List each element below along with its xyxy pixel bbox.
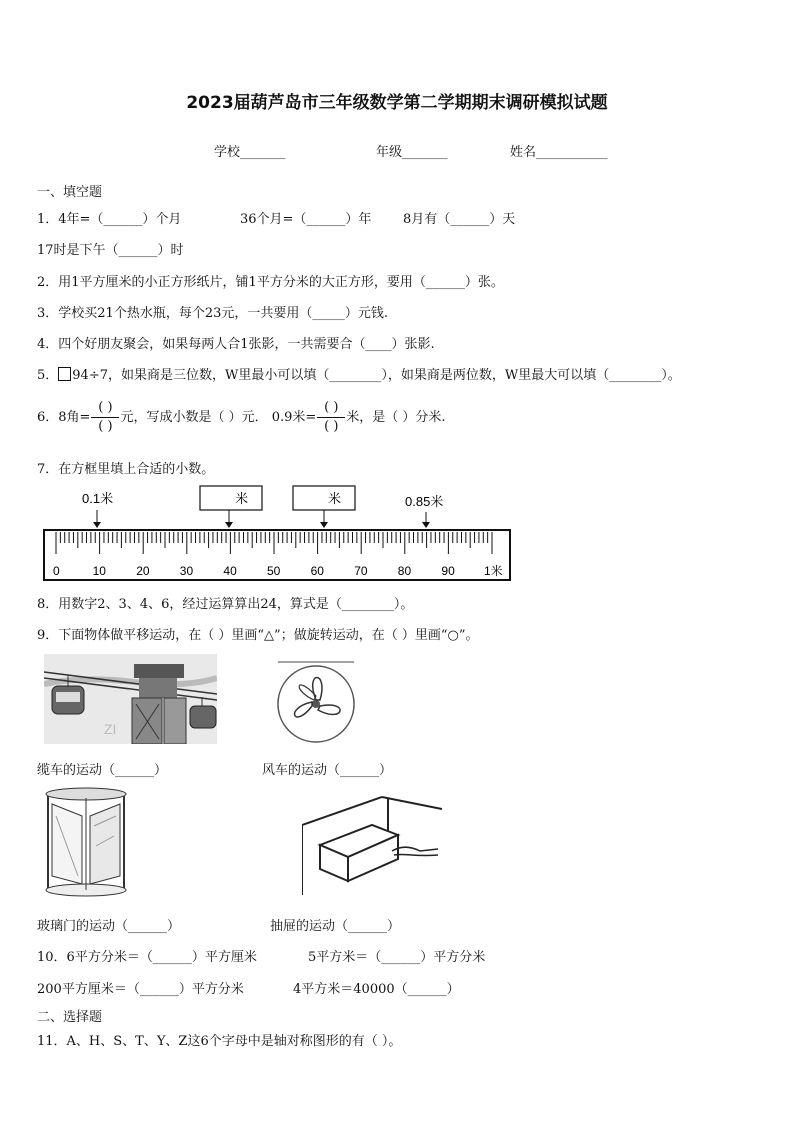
question-10a: 10．6平方分米＝（______）平方厘米: [37, 950, 257, 965]
arrow-down-icon: [422, 522, 430, 528]
arrow-down-icon: [225, 522, 233, 528]
question-6-end: 米，是（ ）分米.: [346, 410, 446, 425]
question-6-prefix: 6．8角=: [37, 410, 91, 425]
grade-field[interactable]: 年级_______: [376, 145, 448, 160]
fraction-2: [317, 399, 345, 436]
question-7: 7．在方框里填上合适的小数。: [37, 462, 215, 477]
question-1a: 1．4年=（______）个月: [37, 212, 182, 227]
ruler-figure: [40, 482, 520, 582]
question-2: 2．用1平方厘米的小正方形纸片，铺1平方分米的大正方形，要用（______）张。: [37, 275, 504, 290]
ruler-tick-label: 60: [310, 564, 324, 578]
section-choice-heading: 二、选择题: [37, 1010, 103, 1025]
ruler-tick-label: 50: [267, 564, 281, 578]
question-1d: 17时是下午（______）时: [37, 243, 184, 258]
section-fill-heading: 一、填空题: [37, 185, 103, 200]
fraction-1-numerator: ( ): [98, 400, 113, 415]
ruler-label-right: 0.85米: [405, 494, 444, 509]
question-1c: 8月有（______）天: [403, 212, 516, 227]
revolving-door-image: [42, 786, 130, 898]
ruler-tick-label: 20: [136, 564, 150, 578]
ruler-tick-label: 90: [441, 564, 455, 578]
question-9c: 玻璃门的运动（______）: [37, 919, 181, 934]
ruler-tick-label: 40: [223, 564, 237, 578]
cable-car-image: [44, 654, 217, 744]
answer-box-2[interactable]: [293, 486, 355, 510]
svg-text:ZI: ZI: [104, 721, 117, 737]
arrow-down-icon: [320, 522, 328, 528]
arrow-down-icon: [93, 522, 101, 528]
fraction-1: [91, 399, 119, 436]
question-6-middle: 元，写成小数是（ ）元． 0.9米=: [120, 410, 317, 425]
question-5: [37, 364, 681, 383]
page-title: 2023届葫芦岛市三年级数学第二学期期末调研模拟试题: [186, 93, 608, 113]
fan-image: [274, 660, 358, 744]
blank-box-icon: [58, 367, 71, 381]
answer-box-1-unit: 米: [235, 491, 249, 506]
answer-box-2-unit: 米: [328, 491, 342, 506]
ruler-label-left: 0.1米: [82, 491, 114, 506]
answer-box-1[interactable]: [200, 486, 262, 510]
question-8: 8．用数字2、3、4、6，经过运算算出24，算式是（________）。: [37, 597, 414, 612]
question-9b: 风车的运动（______）: [262, 763, 393, 778]
question-5-text: 94÷7，如果商是三位数，W里最小可以填（________），如果商是两位数，W里最大可以填（________）。: [72, 368, 681, 383]
question-9a: 缆车的运动（______）: [37, 763, 168, 778]
question-10c: 200平方厘米＝（______）平方分米: [37, 982, 244, 997]
school-field[interactable]: 学校_______: [214, 145, 286, 160]
ruler-tick-label: 70: [354, 564, 368, 578]
ruler-tick-label: 0: [53, 564, 60, 578]
name-field[interactable]: 姓名___________: [510, 145, 608, 160]
ruler-tick-label: 80: [397, 564, 412, 578]
ruler-tick-label: 1米: [484, 564, 503, 578]
ruler-tick-label: 10: [92, 564, 106, 578]
question-5-number: 5．: [37, 368, 59, 383]
question-6: [37, 398, 446, 438]
fraction-1-denominator: ( ): [98, 419, 113, 434]
ruler-tick-label: 30: [179, 564, 194, 578]
drawer-image: [302, 795, 442, 897]
fraction-2-denominator: ( ): [324, 419, 339, 434]
question-3: 3．学校买21个热水瓶，每个23元，一共要用（_____）元钱.: [37, 306, 388, 321]
question-10b: 5平方米＝（______）平方分米: [308, 950, 486, 965]
question-9d: 抽屉的运动（______）: [270, 919, 401, 934]
question-9: 9．下面物体做平移运动，在（ ）里画“△”；做旋转运动，在（ ）里画“○”。: [37, 628, 479, 643]
fraction-2-numerator: ( ): [324, 400, 339, 415]
question-10d: 4平方米＝40000（______）: [293, 982, 460, 997]
question-11: 11．A、H、S、T、Y、Z这6个字母中是轴对称图形的有（ ）。: [37, 1034, 402, 1049]
question-4: 4．四个好朋友聚会，如果每两人合1张影，一共需要合（____）张影.: [37, 337, 435, 352]
question-1b: 36个月=（______）年: [240, 212, 372, 227]
